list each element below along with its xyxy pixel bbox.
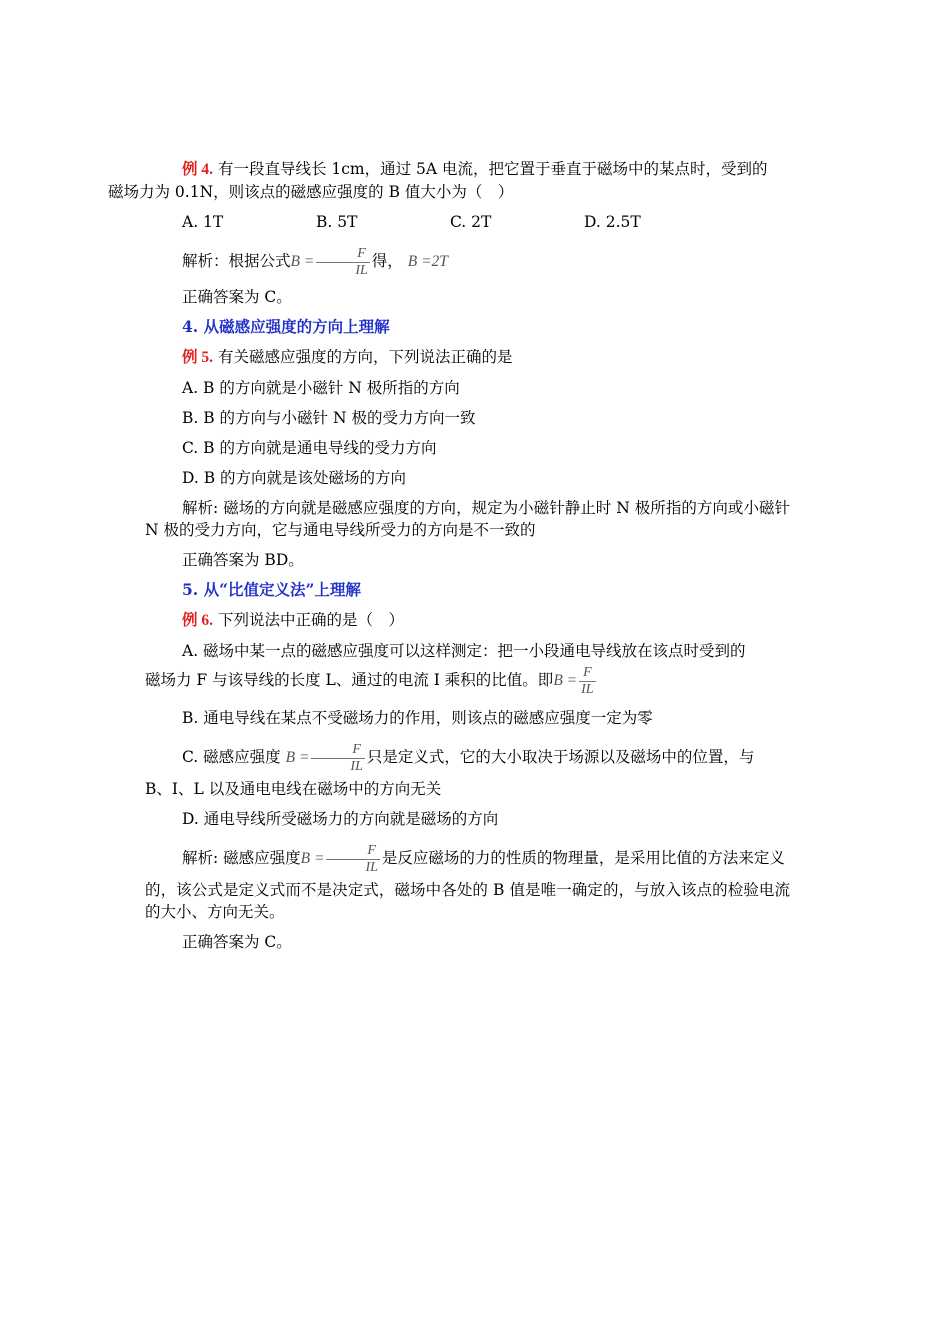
fraction-denominator: IL xyxy=(311,758,364,775)
formula-fraction xyxy=(326,843,379,876)
example-6-option-a-line2 xyxy=(145,660,790,701)
formula-lhs: B = xyxy=(285,749,310,766)
analysis-rest-1: 是反应磁场的力的性质的物理量，是采用比值的方法来定义 xyxy=(381,849,785,867)
example-5-label: 例 5. xyxy=(182,349,214,366)
option-a-line1: A. 磁场中某一点的磁感应强度可以这样测定：把一小段通电导线放在该点时受到的 xyxy=(182,642,746,660)
option-c-suffix: 只是定义式，它的大小取决于场源以及磁场中的位置，与 xyxy=(366,748,755,766)
fraction-numerator: F xyxy=(357,245,366,261)
example-4-answer: 正确答案为 C。 xyxy=(182,288,292,306)
formula-fraction xyxy=(316,246,369,279)
example-6-option-d: D. 通电导线所受磁场力的方向就是磁场的方向 xyxy=(182,810,499,828)
example-5-option-d: D. B 的方向就是该处磁场的方向 xyxy=(182,469,407,487)
option-c: C. 2T xyxy=(450,213,492,231)
example-6-answer: 正确答案为 C。 xyxy=(182,933,292,951)
example-4-options xyxy=(182,211,790,233)
example-5-analysis: 解析: 磁场的方向就是磁感应强度的方向，规定为小磁针静止时 N 极所指的方向或小磁针 N 极的受力方向，它与通电导线所受力的方向是不一致的 xyxy=(145,499,790,539)
fraction-denominator: IL xyxy=(581,681,594,697)
example-4-text-line2: 磁场力为 0.1N，则该点的磁感应强度的 B 值大小为（ ） xyxy=(108,183,514,201)
example-6-analysis xyxy=(145,838,790,879)
example-4-question xyxy=(108,158,790,203)
formula-lhs: B = xyxy=(300,850,325,867)
example-6-analysis-cont: 的，该公式是定义式而不是决定式，磁场中各处的 B 值是唯一确定的，与放入该点的检验电流的大小、方向无关。 xyxy=(145,881,790,921)
fraction-numerator: F xyxy=(352,741,361,757)
analysis-prefix: 解析: 磁感应强度 xyxy=(182,849,301,867)
analysis-mid: 得， xyxy=(371,252,403,270)
formula-lhs: B = xyxy=(290,253,315,270)
example-6-option-c-line2: B、I、L 以及通电电线在磁场中的方向无关 xyxy=(145,780,442,798)
example-5-question xyxy=(145,346,790,369)
example-4-text-line1: 有一段直导线长 1cm，通过 5A 电流，把它置于垂直于磁场中的某点时，受到的 xyxy=(213,160,768,178)
section-4-heading: 4. 从磁感应强度的方向上理解 xyxy=(182,317,390,336)
example-6-option-a xyxy=(145,640,790,662)
example-5-option-b: B. B 的方向与小磁针 N 极的受力方向一致 xyxy=(182,409,476,427)
example-6-option-b: B. 通电导线在某点不受磁场力的作用，则该点的磁感应强度一定为零 xyxy=(182,709,653,727)
document-body xyxy=(108,158,790,961)
formula-fraction xyxy=(579,665,595,698)
example-4-analysis xyxy=(145,241,790,282)
example-5-option-a: A. B 的方向就是小磁针 N 极所指的方向 xyxy=(182,379,460,397)
formula-result: B =2T xyxy=(407,253,448,270)
option-b: B. 5T xyxy=(316,213,358,231)
option-d: D. 2.5T xyxy=(584,213,641,231)
fraction-numerator: F xyxy=(583,664,592,680)
example-6-label: 例 6. xyxy=(182,612,214,629)
formula-fraction xyxy=(311,742,364,775)
option-c-prefix: C. 磁感应强度 xyxy=(182,748,281,766)
example-5-option-c: C. B 的方向就是通电导线的受力方向 xyxy=(182,439,437,457)
example-5-answer: 正确答案为 BD。 xyxy=(182,551,304,569)
example-4-label: 例 4. xyxy=(182,161,214,178)
section-5-heading: 5. 从“比值定义法”上理解 xyxy=(182,580,361,599)
option-a-line2: 磁场力 F 与该导线的长度 L、通过的电流 I 乘积的比值。即 xyxy=(145,671,554,689)
fraction-denominator: IL xyxy=(316,262,369,279)
example-6-text: 下列说法中正确的是（ ） xyxy=(213,611,404,629)
fraction-denominator: IL xyxy=(326,859,379,876)
example-6-question xyxy=(145,609,790,632)
fraction-numerator: F xyxy=(367,842,376,858)
analysis-prefix: 解析：根据公式 xyxy=(182,252,291,270)
formula-lhs: B = xyxy=(553,672,578,689)
example-5-text: 有关磁感应强度的方向，下列说法正确的是 xyxy=(213,348,513,366)
example-6-option-c xyxy=(145,737,790,778)
option-a: A. 1T xyxy=(182,213,224,231)
